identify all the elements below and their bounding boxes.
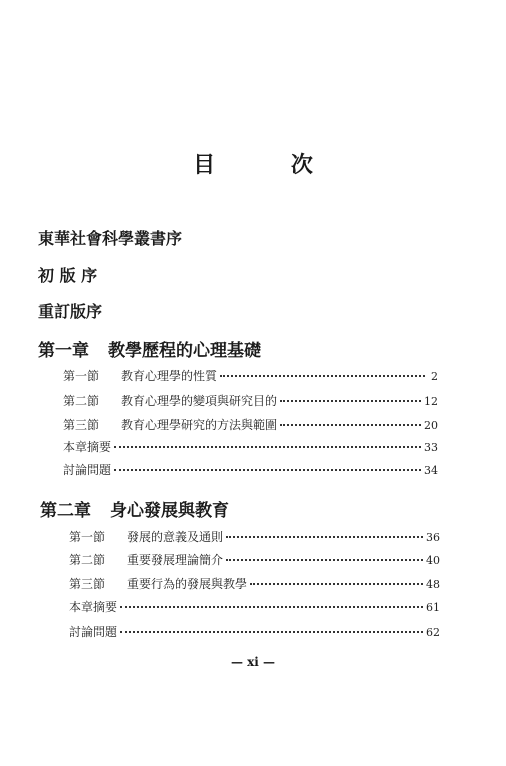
entry-title: 教育心理學的變項與研究目的 (121, 394, 278, 408)
page-number: 20 (424, 419, 438, 432)
entry-title: 討論問題 (69, 625, 118, 639)
front-matter-series-preface: 東華社會科學叢書序 (38, 229, 183, 248)
chapter-number: 第二章 (40, 501, 91, 521)
toc-entry (69, 528, 440, 546)
dot-leader (226, 536, 423, 538)
page-title: 目 次 (193, 153, 347, 178)
dot-leader (114, 446, 421, 448)
page-number: 40 (426, 554, 440, 567)
dot-leader (280, 400, 421, 402)
toc-entry (63, 416, 438, 434)
entry-title: 討論問題 (63, 463, 112, 477)
page-number: 2 (431, 370, 438, 383)
entry-title: 教育心理學研究的方法與範圍 (121, 418, 278, 432)
dot-leader (250, 583, 423, 585)
front-matter-revised-preface: 重訂版序 (38, 302, 103, 321)
page-number: 36 (426, 531, 440, 544)
dot-leader (120, 631, 423, 633)
front-matter-first-preface: 初 版 序 (38, 266, 98, 285)
dot-leader (226, 559, 423, 561)
toc-entry (69, 623, 440, 641)
section-number: 第一節 (69, 530, 106, 544)
page-number: 34 (424, 464, 438, 477)
page-number: 48 (426, 578, 440, 591)
page-number: 12 (424, 395, 438, 408)
section-number: 第二節 (63, 394, 100, 408)
page-number: 33 (424, 441, 438, 454)
page-footer-number: — xi — (230, 655, 276, 669)
toc-entry (63, 367, 438, 385)
chapter-title: 身心發展與教育 (110, 501, 229, 521)
entry-title: 重要發展理論簡介 (127, 553, 224, 567)
section-number: 第二節 (69, 553, 106, 567)
toc-entry (69, 575, 440, 593)
section-number: 第三節 (69, 577, 106, 591)
chapter-number: 第一章 (38, 341, 89, 361)
toc-entry (69, 598, 440, 616)
chapter-title: 教學歷程的心理基礎 (108, 341, 261, 361)
toc-entry (63, 438, 438, 456)
dot-leader (220, 375, 425, 377)
dot-leader (120, 606, 423, 608)
dot-leader (280, 424, 421, 426)
toc-entry (63, 461, 438, 479)
entry-title: 發展的意義及通則 (127, 530, 224, 544)
toc-entry (63, 392, 438, 410)
chapter-heading (40, 496, 229, 521)
entry-title: 重要行為的發展與教學 (127, 577, 248, 591)
entry-title: 本章摘要 (63, 440, 112, 454)
entry-title: 本章摘要 (69, 600, 118, 614)
page-number: 62 (426, 626, 440, 639)
dot-leader (114, 469, 421, 471)
entry-title: 教育心理學的性質 (121, 369, 218, 383)
page-number: 61 (426, 601, 440, 614)
chapter-heading (38, 336, 261, 361)
toc-entry (69, 551, 440, 569)
section-number: 第一節 (63, 369, 100, 383)
section-number: 第三節 (63, 418, 100, 432)
